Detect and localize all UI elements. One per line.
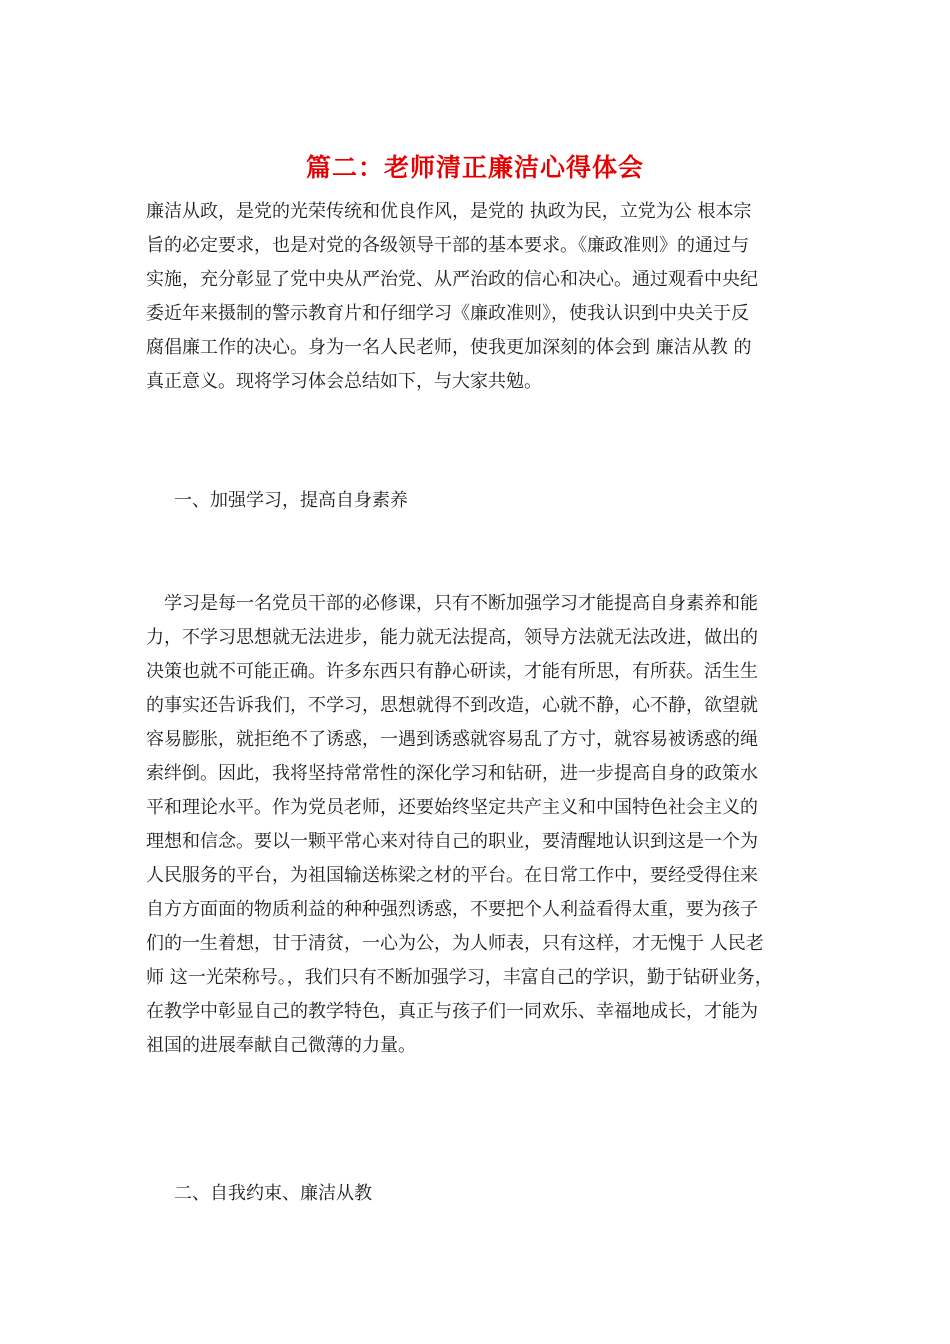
section-heading-2: 二、自我约束、廉洁从教 [174,1183,372,1204]
text-line: 索绊倒。因此，我将坚持常常性的深化学习和钻研，进一步提高自身的政策水 [146,763,758,784]
text-line: 在教学中彰显自己的教学特色，真正与孩子们一同欢乐、幸福地成长，才能为 [146,1001,758,1022]
text-line: 学习是每一名党员干部的必修课，只有不断加强学习才能提高自身素养和能 [146,593,758,614]
section-heading-1: 一、加强学习，提高自身素养 [174,490,408,511]
text-line: 人民服务的平台，为祖国输送栋梁之材的平台。在日常工作中，要经受得住来 [146,865,758,886]
text-line: 委近年来摄制的警示教育片和仔细学习《廉政准则》，使我认识到中央关于反 [146,303,749,324]
text-line: 实施，充分彰显了党中央从严治党、从严治政的信心和决心。通过观看中央纪 [146,269,758,290]
text-line: 腐倡廉工作的决心。身为一名人民老师，使我更加深刻的体会到 廉洁从教 的 [146,337,752,358]
text-line: 的事实还告诉我们，不学习，思想就得不到改造，心就不静，心不静，欲望就 [146,695,758,716]
document-title: 篇二：老师清正廉洁心得体会 [305,153,644,182]
text-line: 自方方面面的物质利益的种种强烈诱惑，不要把个人利益看得太重，要为孩子 [146,899,758,920]
text-line: 真正意义。现将学习体会总结如下，与大家共勉。 [146,371,542,392]
section1-paragraph [146,587,826,1063]
text-line: 廉洁从政，是党的光荣传统和优良作风，是党的 执政为民，立党为公 根本宗 [146,201,752,222]
text-line: 容易膨胀，就拒绝不了诱惑，一遇到诱惑就容易乱了方寸，就容易被诱惑的绳 [146,729,758,750]
text-line: 旨的必定要求，也是对党的各级领导干部的基本要求。《廉政准则》的通过与 [146,235,749,256]
text-line: 平和理论水平。作为党员老师，还要始终坚定共产主义和中国特色社会主义的 [146,797,758,818]
text-line: 力，不学习思想就无法进步，能力就无法提高，领导方法就无法改进，做出的 [146,627,758,648]
text-line: 理想和信念。要以一颗平常心来对待自己的职业，要清醒地认识到这是一个为 [146,831,758,852]
text-line: 们的一生着想，甘于清贫，一心为公，为人师表，只有这样，才无愧于 人民老 [146,933,764,954]
intro-paragraph [146,195,826,399]
text-line: 决策也就不可能正确。许多东西只有静心研读，才能有所思，有所获。活生生 [146,661,758,682]
text-line: 师 这一光荣称号。，我们只有不断加强学习，丰富自己的学识，勤于钻研业务， [146,967,773,988]
text-line: 祖国的进展奉献自己微薄的力量。 [146,1035,416,1056]
